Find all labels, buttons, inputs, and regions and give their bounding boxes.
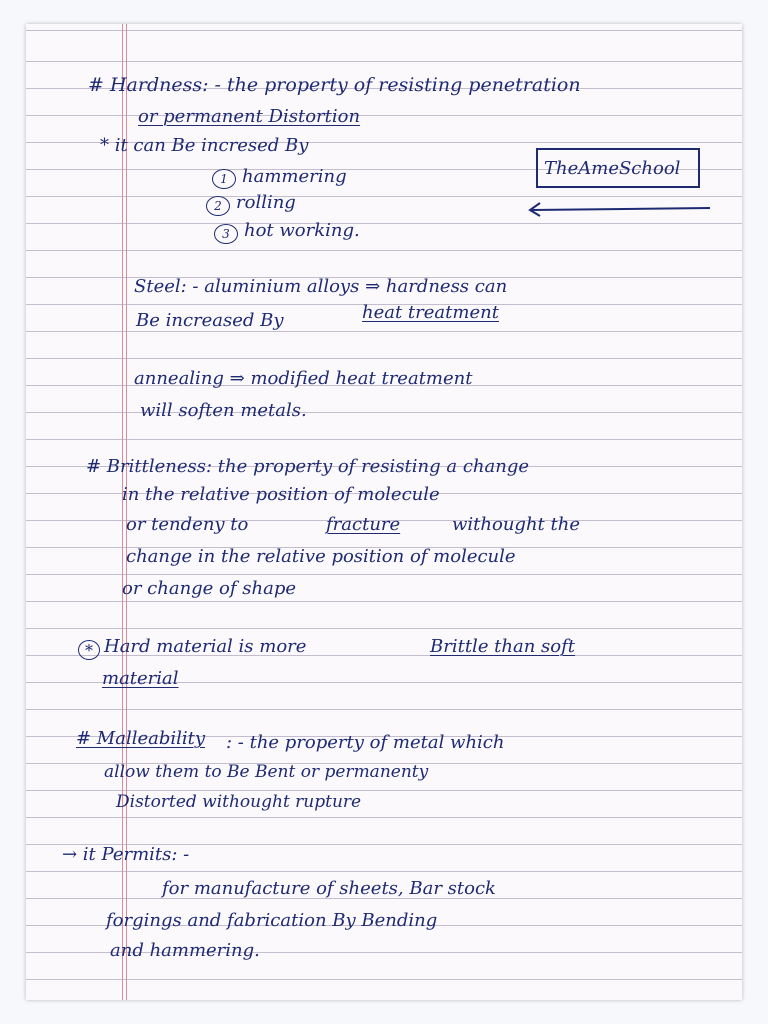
brittleness-line3a: or tendeny to (126, 514, 249, 535)
permits-line3: forgings and fabrication By Bending (106, 910, 438, 931)
item-number-3: 3 (214, 224, 238, 244)
note-line1b: Brittle than soft (430, 636, 576, 657)
item-number-1: 1 (212, 169, 236, 189)
hardness-item-1: hammering (242, 166, 347, 187)
stamp-text: TheAmeSchool (544, 158, 681, 179)
brittleness-line3c: withought the (452, 514, 580, 535)
brittleness-line1: # Brittleness: the property of resisting a change (86, 456, 530, 477)
hardness-line2: or permanent Distortion (138, 106, 361, 127)
malleability-line3: Distorted withought rupture (116, 792, 362, 812)
stamp-arrow-icon (526, 200, 716, 220)
annealing-line1: annealing ⇒ modified heat treatment (134, 368, 473, 389)
malleability-line2: allow them to Be Bent or permanenty (104, 762, 429, 782)
permits-line2: for manufacture of sheets, Bar stock (162, 878, 496, 899)
malleability-line1: : - the property of metal which (226, 732, 505, 753)
note-line2: material (102, 668, 179, 689)
hardness-item-3: hot working. (244, 220, 360, 241)
steel-line1: Steel: - aluminium alloys ⇒ hardness can (134, 276, 508, 297)
brittleness-line4: change in the relative position of molecule (126, 546, 516, 567)
brittleness-line2: in the relative position of molecule (122, 484, 440, 505)
item-number-2: 2 (206, 196, 230, 216)
note-line1a: Hard material is more (104, 636, 307, 657)
steel-line2a: Be increased By (136, 310, 284, 331)
hardness-item-2: rolling (236, 192, 296, 213)
notebook-page (26, 24, 742, 1000)
note-bullet: * (78, 640, 100, 660)
permits-line4: and hammering. (110, 940, 260, 961)
malleability-head: # Malleability (76, 728, 206, 749)
hardness-heading: # Hardness: - the property of resisting penetration (88, 74, 581, 96)
hardness-line3: * it can Be incresed By (100, 135, 309, 156)
brittleness-line5: or change of shape (122, 578, 297, 599)
brittleness-line3b: fracture (326, 514, 401, 535)
permits-line1: → it Permits: - (62, 844, 190, 865)
steel-line2b: heat treatment (362, 302, 499, 323)
annealing-line2: will soften metals. (140, 400, 307, 421)
